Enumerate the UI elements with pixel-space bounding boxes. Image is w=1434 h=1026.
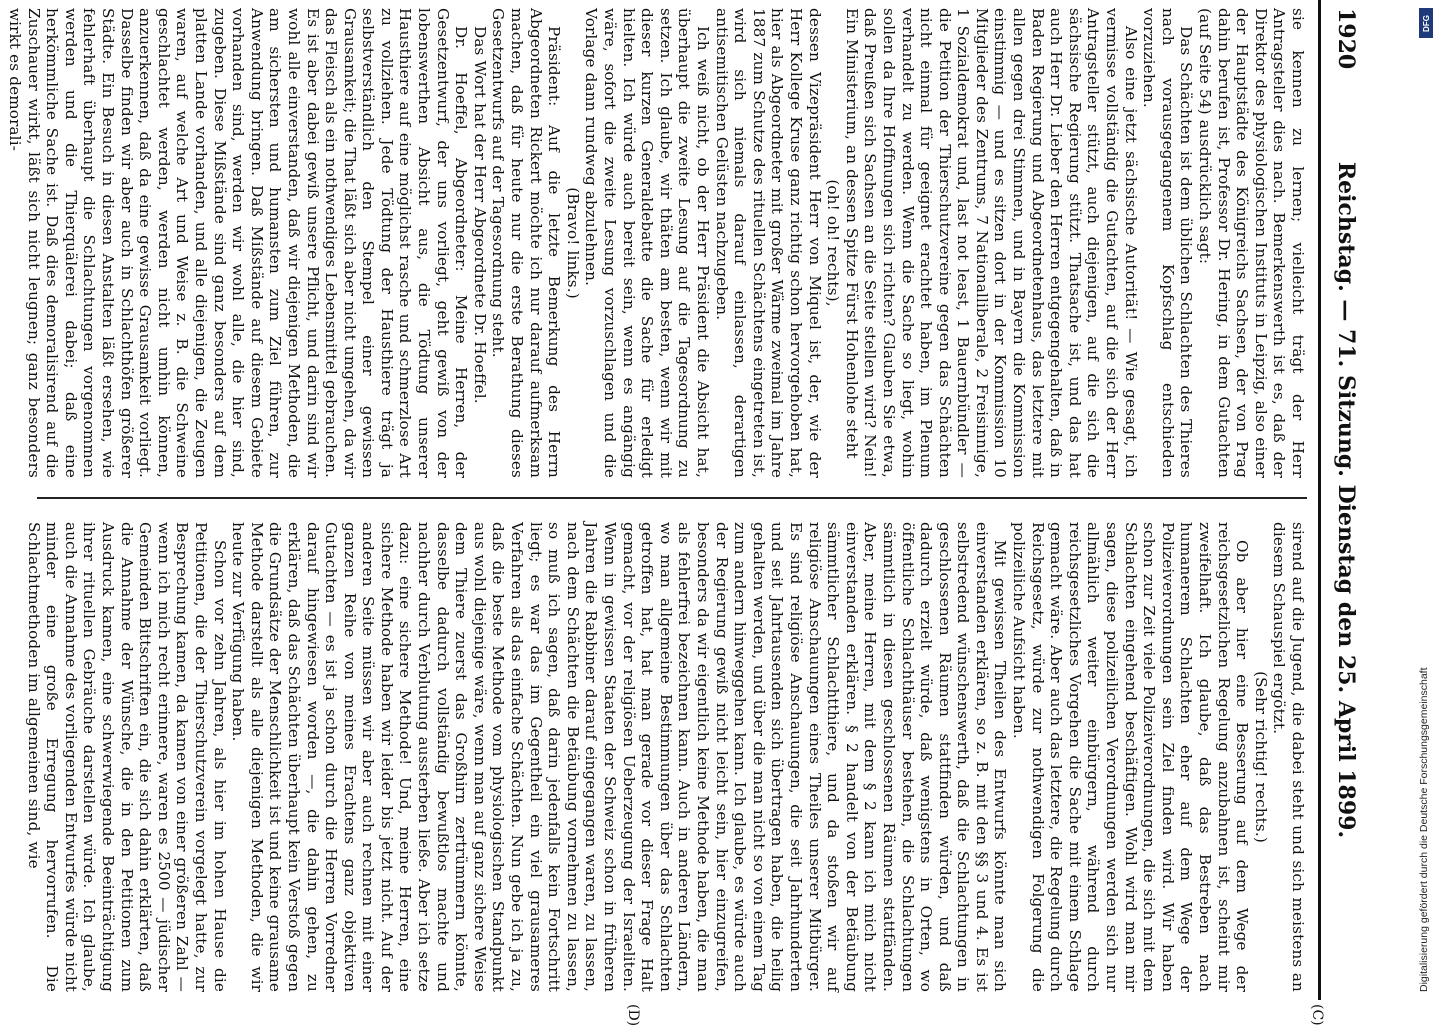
speech-hoeffel: Dr. Hoeffel, Abgeordneter: Meine Herren, der Gesetzentwurf, der uns vorliegt, geht gewiß von der lobenswerthen Absicht aus, die Tödtung unserer Hausthiere auf eine möglichst rasche und schmerzlose Art zu vollziehen. Jede Tödtung der Hausthiere trägt ja selbstverständlich den Stempel einer gewissen Grausamkeit; die That läßt sich aber nicht umgehen, da wir das Fleisch als ein nothwendiges Lebensmittel gebrauchen. Es ist aber dabei gewiß unsere Pflicht, und darin sind wir wohl alle einverstanden, daß wir diejenigen Methoden, die am sichersten und humansten zum Ziel führen, zur Anwendung bringen. Daß Mißstände auf diesem Gebiete vorhanden sind, werden wir wohl alle, die hier sind, zugeben. Diese Mißstände sind ganz besonders auf dem platten Lande vorhanden, und alle diejenigen, die Zeugen waren, auf welche Art und Weise z. B. die Schweine geschlachtet werden, werden nicht umhin können, anzuerkennen, daß da eine gewisse Grausamkeit vorliegt. Dasselbe finden wir aber auch in Schlachthöfen größerer Städte. Ein Besuch in diesen Anstalten läßt ersehen, wie fehlerhaft überhaupt die Schlachtungen vorgenommen werden und die Thierquälerei dabei; daß eine herkömmliche Sache ist. Daß dies demoralisirend auf die Zuschauer wirkt, läßt sich nicht leugnen; ganz besonders wirkt es demorali- xyxy=(6,8,471,478)
president-remark: Präsident: Auf die letzte Bemerkung des Herrn Abgeordneten Rickert möchte ich nur darauf aufmerksam machen, daß für heute nur die erste Berathung dieses Gesetzentwurfs auf der Tagesordnung steht. xyxy=(489,8,564,478)
interjection: (Bravo! links.) xyxy=(563,187,582,299)
page-number: 1920 xyxy=(1333,8,1359,70)
paragraph: Also eine jetzt sächsische Autorität! — Wie gesagt, ich vermisse vollständig die Gutachten, auf die sich der Herr Antragsteller stützt, auch diejenigen, auf die sich die sächsische Regierung stützt. Thatsache ist, und das hat auch Herr Dr. Lieber den Herren entgegengehalten, daß in Baden Regierung und Abgeordnetenhaus, das letztere mit allen gegen drei Stimmen, und in Bayern die Kommission einstimmig — und es sitzen dort in der Kommission 10 Mitglieder des Zentrums, 7 Nationalliberale, 2 Freisinnige, 1 Sozialdemokrat und, last not least, 1 Bauernbündler — die Petition der Thierschutzvereine gegen das Schächten nicht einmal für geeignet erachtet haben, im Plenum verhandelt zu werden. Wenn die Sache so liegt, wohin sollen da Ihre Hoffnungen sich richten? Glauben Sie etwa, daß Preußen sich Sachsen an die Seite stellen wird? Nein! Ein Ministerium, an dessen Spitze Fürst Hohenlohe steht xyxy=(842,8,1140,478)
document-page xyxy=(6,0,1365,1026)
header-rule xyxy=(1318,0,1321,1000)
margin-mark-d: (D) xyxy=(625,1004,641,1026)
quotation: Das Schächten ist dem üblichen Schlachten des Thieres nach vorausgegangenem Kopfschlag entschieden vorzuziehen. xyxy=(1140,8,1196,478)
digitization-credit xyxy=(1416,8,1434,998)
column-divider xyxy=(37,497,1307,499)
paragraph: Ob aber hier eine Besserung auf dem Wege der reichsgesetzlichen Regelung anzubahnen ist, scheint mir zweifelhaft. Ich glaube, daß das Bestreben nach humanerem Schlachten eher auf dem Wege der Polizeiverordnungen sein Ziel finden wird. Wir haben schon zur Zeit viele Polizeiverordnungen, die sich mit dem Schlachten eingehend beschäftigen. Wohl wird man mir sagen, diese polizeilichen Verordnungen werden sich nur allmählich weiter einbürgern, während durch reichsgesetzliches Vorgehen die Sache mit einem Schlage gemacht wäre. Aber auch das letztere, die Regelung durch Reichsgesetz, würde zur nothwendigen Folgerung die polizeiliche Aufsicht haben. xyxy=(1010,522,1252,992)
dfg-logo: DFG xyxy=(1419,8,1433,38)
interjection: (oh! oh! rechts), xyxy=(824,179,843,307)
running-title: Reichstag. — 71. Sitzung. Dienstag den 25. April 1899. xyxy=(1333,161,1359,839)
page-header xyxy=(1315,0,1365,1000)
paragraph: sirend auf die Jugend, die dabei steht und sich meistens an diesem Schauspiel ergötzt. xyxy=(1270,522,1307,992)
interjection: (Sehr richtig! rechts.) xyxy=(1251,671,1270,843)
left-column xyxy=(6,8,1307,478)
paragraph: Mit gewissen Theilen des Entwurfs könnte man sich einverstanden erklären, so z. B. mit den §§ 3 und 4. Es ist selbstredend wünschenswerth, daß die Schlachtungen in geschlossenen Räumen stattfinden würden, und daß dadurch erzielt würde, daß wenigstens in Orten, wo öffentliche Schlachthäuser bestehen, die Schlachtungen sämmtlich in diesen geschlossenen Räumen stattfänden. Aber, meine Herren, mit dem § 2 kann ich mich nicht einverstanden erklären. § 2 handelt von der Betäubung sämmtlicher Schlachtthiere, und da stoßen wir auf religiöse Anschauungen eines Theiles unserer Mitbürger. Es sind religiöse Anschauungen, die seit Jahrhunderten und seit Jahrtausenden sich übertragen haben, die heilig gehalten werden, und über die man nicht so von einem Tag zum andern hinweggehen kann. Ich glaube, es würde auch der Regierung gewiß nicht leicht sein, hier einzugreifen, besonders da wir eigentlich keine Methode haben, die man als fehlerfrei bezeichnen kann. Auch in anderen Ländern, wo man allgemeine Bestimmungen über das Schlachten getroffen hat, hat man gerade vor dieser Frage Halt gemacht, vor der religiösen Ueberzeugung der Israeliten. Wenn in gewissen Staaten der Schweiz schon in früheren Jahren die Rabbiner darauf eingegangen waren, zu lassen, nach dem Schächten die Betäubung vornehmen zu lassen, so muß ich sagen, daß darin jedenfalls kein Fortschritt liegt; es war das im Gegentheil ein viel grausameres Verfahren als das einfache Schächten. Nun gebe ich ja zu, daß die beste Methode vom physiologischen Standpunkt aus wohl diejenige wäre, wenn man auf ganz sichere Weise dem Thiere zuerst das Großhirn zertrümmern könnte, dasselbe dadurch vollständig bewußtlos machte und nachher durch Verblutung aussterben ließe. Aber ich setze dazu: eine sichere Methode! Und, meine Herren, eine sichere Methode haben wir leider bis jetzt nicht. Auf der anderen Seite müssen wir aber auch rechnen mit einer ganzen Reihe von meines Erachtens ganz objektiven Gutachten — es ist ja schon durch die Herren Vorredner darauf hingewiesen worden —, die dahin gehen, zu erklären, daß das Schächten überhaupt kein Verstoß gegen die Grundsätze der Menschlichkeit ist und keine grausame Methode darstellt als alle diejenigen Methoden, die wir heute zur Verfügung haben. xyxy=(229,522,1010,992)
paragraph: dessen Vizepräsident Herr von Miquel ist, der, wie der Herr Kollege Kruse ganz richtig schon hervorgehoben hat, hier als Abgeordneter mit großer Wärme zweimal im Jahre 1887 zum Schutze des rituellen Schächtens eingetreten ist, wird sich niemals darauf einlassen, derartigen antisemitischen Gelüsten nachzugeben. xyxy=(712,8,824,478)
paragraph: Das Wort hat der Herr Abgeordnete Dr. Hoeffel. xyxy=(470,26,489,404)
margin-mark-c: (C) xyxy=(1309,1004,1325,1026)
paragraph: Ich weiß nicht, ob der Herr Präsident die Absicht hat, überhaupt die zweite Lesung auf die Tagesordnung zu setzen. Ich glaube, wir thäten am besten, wenn wir mit dieser kurzen Generaldebatte die Sache für erledigt hielten. Ich würde auch bereit sein, wenn es angängig wäre, sofort die zweite Lesung vorzuschlagen und die Vorlage dann rundweg abzulehnen. xyxy=(582,8,712,478)
right-column xyxy=(24,522,1307,992)
paragraph: Schon vor zehn Jahren, als hier im hohen Hause die Petitionen, die der Thierschutzverein vorgelegt hatte, zur Besprechung kamen, da kamen von einer größeren Zahl — wenn ich mich recht erinnere, waren es 2500 — jüdischer Gemeinden Bittschriften ein, die sich dahin erklärten, daß die Annahme der Wünsche, die in den Petitionen zum Ausdruck kamen, eine schwerwiegende Beeinträchtigung ihrer rituellen Gebräuche darstellen würde. Ich glaube, auch die Annahme des vorliegenden Entwurfes würde nicht minder eine große Erregung hervorrufen. Die Schlachtmethoden im allgemeinen sind, wie xyxy=(24,522,229,992)
credit-text: Digitalisierung gefördert durch die Deutsche Forschungsgemeinschaft xyxy=(1418,667,1430,992)
paragraph: sie kennen zu lernen; vielleicht trägt der Herr Antragsteller dies nach. Bemerkenswerth ist es, daß der Direktor des physiologischen Instituts in Leipzig, also einer der Hauptstädte des Königreichs Sachsen, der von Prag dahin berufen ist, Professor Dr. Hering, in dem Gutachten (auf Seite 54) ausdrücklich sagt: xyxy=(1196,8,1307,478)
